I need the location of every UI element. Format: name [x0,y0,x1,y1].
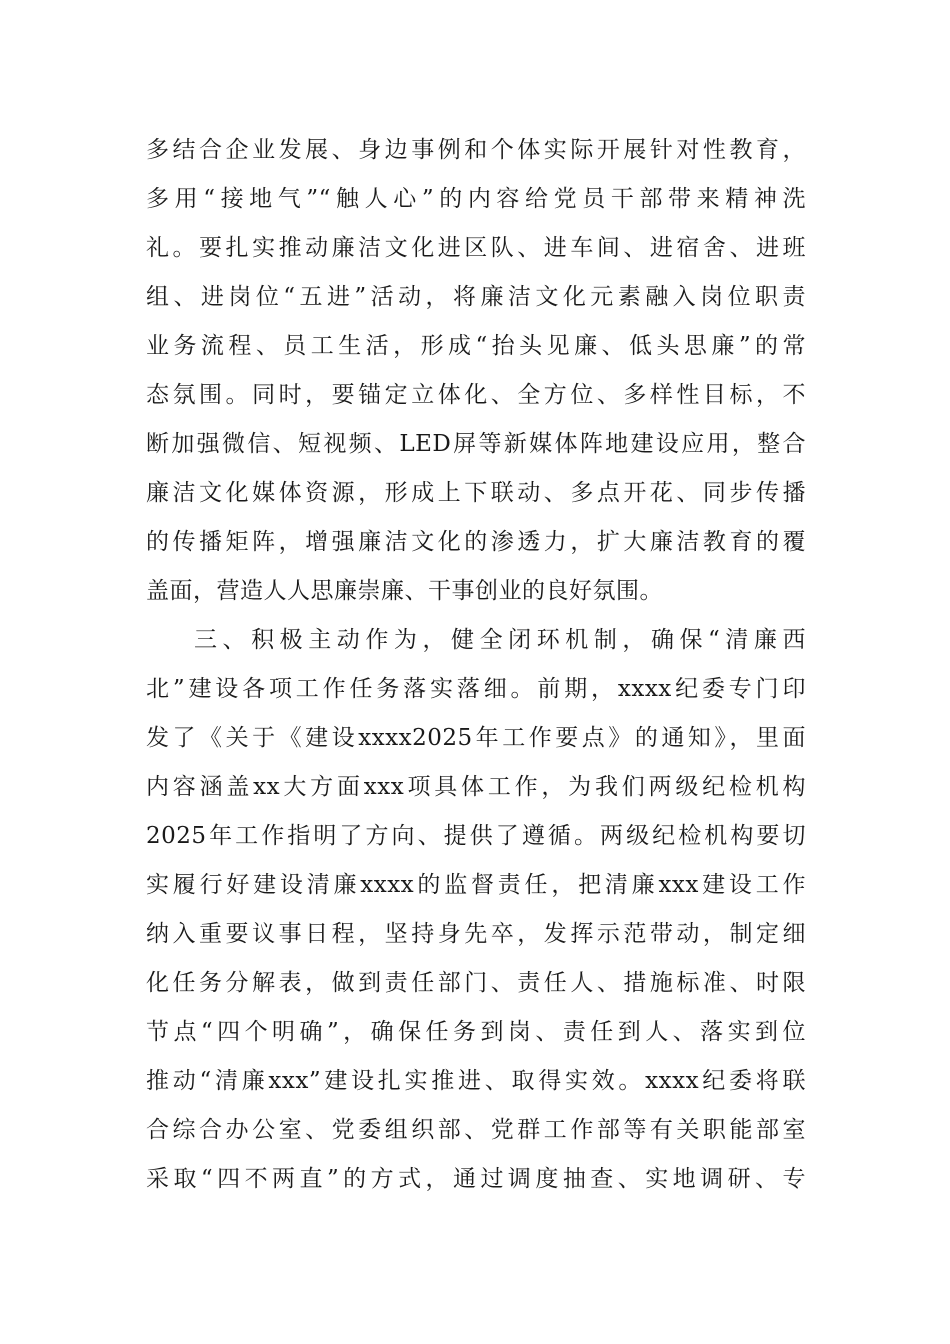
text-line: 发了《关于《建设xxxx2025年工作要点》的通知》，里面 [146,725,806,751]
text-line: 业务流程、员工生活，形成“抬头见廉、低头思廉”的常 [146,333,806,359]
text-line: 廉洁文化媒体资源，形成上下联动、多点开花、同步传播 [146,480,806,506]
text-line: 态氛围。同时，要锚定立体化、全方位、多样性目标，不 [146,382,806,408]
text-line: 多用“接地气”“触人心”的内容给党员干部带来精神洗 [146,186,806,212]
section-heading-line: 三、积极主动作为，健全闭环机制，确保“清廉西 [194,627,806,653]
text-line: 礼。要扎实推动廉洁文化进区队、进车间、进宿舍、进班 [146,235,806,261]
text-line: 节点“四个明确”，确保任务到岗、责任到人、落实到位 [146,1019,806,1045]
text-line: 的传播矩阵，增强廉洁文化的渗透力，扩大廉洁教育的覆 [146,529,806,555]
text-line: 组、进岗位“五进”活动，将廉洁文化元素融入岗位职责 [146,284,806,310]
text-line: 推动“清廉xxx”建设扎实推进、取得实效。xxxx纪委将联 [146,1068,806,1094]
text-line: 多结合企业发展、身边事例和个体实际开展针对性教育， [146,137,806,163]
text-line: 化任务分解表，做到责任部门、责任人、措施标准、时限 [146,970,806,996]
text-line: 断加强微信、短视频、LED屏等新媒体阵地建设应用，整合 [146,431,806,457]
text-line: 纳入重要议事日程，坚持身先卒，发挥示范带动，制定细 [146,921,806,947]
text-line: 采取“四不两直”的方式，通过调度抽查、实地调研、专 [146,1166,806,1192]
body-text [146,126,806,1204]
text-line: 北”建设各项工作任务落实落细。前期，xxxx纪委专门印 [146,676,806,702]
text-line: 合综合办公室、党委组织部、党群工作部等有关职能部室 [146,1117,806,1143]
text-line: 实履行好建设清廉xxxx的监督责任，把清廉xxx建设工作 [146,872,806,898]
text-line: 内容涵盖xx大方面xxx项具体工作，为我们两级纪检机构 [146,774,806,800]
text-line: 盖面，营造人人思廉崇廉、干事创业的良好氛围。 [146,578,663,604]
text-line: 2025年工作指明了方向、提供了遵循。两级纪检机构要切 [146,823,806,849]
